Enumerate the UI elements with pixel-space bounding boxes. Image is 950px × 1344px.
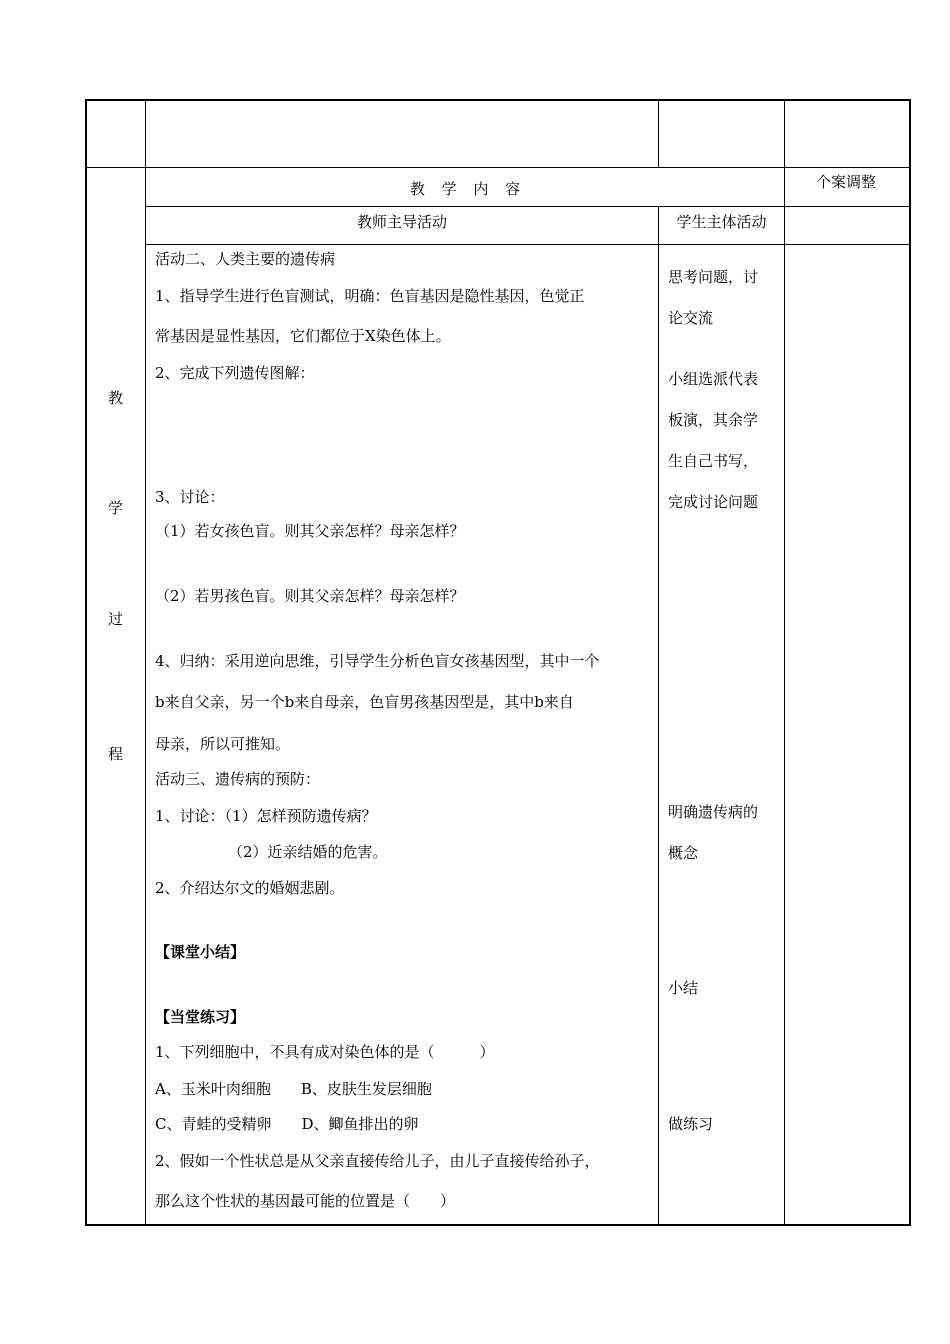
table-border-right: [909, 99, 911, 1226]
col-divider-1: [145, 99, 146, 1226]
exercise-options-cd: C、青蛙的受精卵 D、鲫鱼排出的卵: [155, 1115, 419, 1133]
side-label-char-3: 过: [108, 610, 124, 628]
teacher-line: 母亲，所以可推知。: [155, 735, 291, 753]
class-summary-heading: 【课堂小结】: [155, 943, 246, 961]
exercise-question-2: 2、假如一个性状总是从父亲直接传给儿子，由儿子直接传给孙子，: [155, 1152, 600, 1170]
student-line: 论交流: [668, 309, 714, 327]
side-label-char-2: 学: [108, 499, 124, 517]
col-divider-2-top: [658, 99, 659, 168]
row-divider-1: [85, 167, 911, 168]
table-border-bottom: [85, 1224, 911, 1226]
table-border-top: [85, 99, 911, 101]
exercise-options-ab: A、玉米叶肉细胞 B、皮肤生发层细胞: [155, 1080, 432, 1098]
activity-2-heading: 活动二、人类主要的遗传病: [155, 250, 336, 268]
row-divider-3: [145, 244, 911, 245]
student-column-header: 学生主体活动: [676, 213, 767, 231]
teacher-line: 2、介绍达尔文的婚姻悲剧。: [155, 879, 345, 897]
teacher-line: 常基因是显性基因，它们都位于X染色体上。: [155, 327, 451, 345]
teacher-line: b来自父亲，另一个b来自母亲，色盲男孩基因型是，其中b来自: [155, 693, 574, 711]
adjust-title: 个案调整: [816, 173, 877, 191]
student-line: 概念: [668, 844, 699, 862]
teacher-line: 1、指导学生进行色盲测试，明确：色盲基因是隐性基因，色觉正: [155, 287, 585, 305]
teacher-line: 1、讨论：（1）怎样预防遗传病？: [155, 807, 377, 825]
teacher-line: 2、完成下列遗传图解：: [155, 364, 315, 382]
student-line: 小结: [668, 979, 699, 997]
student-line: 做练习: [668, 1115, 714, 1133]
table-border-left: [85, 99, 87, 1226]
teacher-line: 4、归纳：采用逆向思维，引导学生分析色盲女孩基因型，其中一个: [155, 652, 600, 670]
teacher-line: （1）若女孩色盲。则其父亲怎样？母亲怎样？: [155, 522, 465, 540]
teacher-line: （2）近亲结婚的危害。: [228, 843, 388, 861]
col-divider-3: [784, 99, 785, 1226]
student-line: 思考问题，讨: [668, 268, 759, 286]
exercise-question-2-cont: 那么这个性状的基因最可能的位置是（ ）: [155, 1192, 456, 1210]
content-title: 教 学 内 容: [409, 180, 521, 198]
teacher-column-header: 教师主导活动: [356, 213, 447, 231]
side-label-char-1: 教: [108, 389, 124, 407]
practice-heading: 【当堂练习】: [155, 1008, 246, 1026]
student-line: 生自己书写，: [668, 452, 759, 470]
student-line: 小组选派代表: [668, 370, 759, 388]
student-line: 完成讨论问题: [668, 493, 759, 511]
col-divider-2: [658, 206, 659, 1226]
teacher-line: （2）若男孩色盲。则其父亲怎样？母亲怎样？: [155, 587, 465, 605]
student-line: 明确遗传病的: [668, 803, 759, 821]
student-line: 板演，其余学: [668, 411, 759, 429]
teacher-line: 3、讨论：: [155, 488, 225, 506]
side-label-char-4: 程: [108, 745, 124, 763]
row-divider-2: [145, 206, 911, 207]
exercise-question-1: 1、下列细胞中，不具有成对染色体的是（ ）: [155, 1043, 495, 1061]
activity-3-heading: 活动三、遗传病的预防：: [155, 770, 321, 788]
